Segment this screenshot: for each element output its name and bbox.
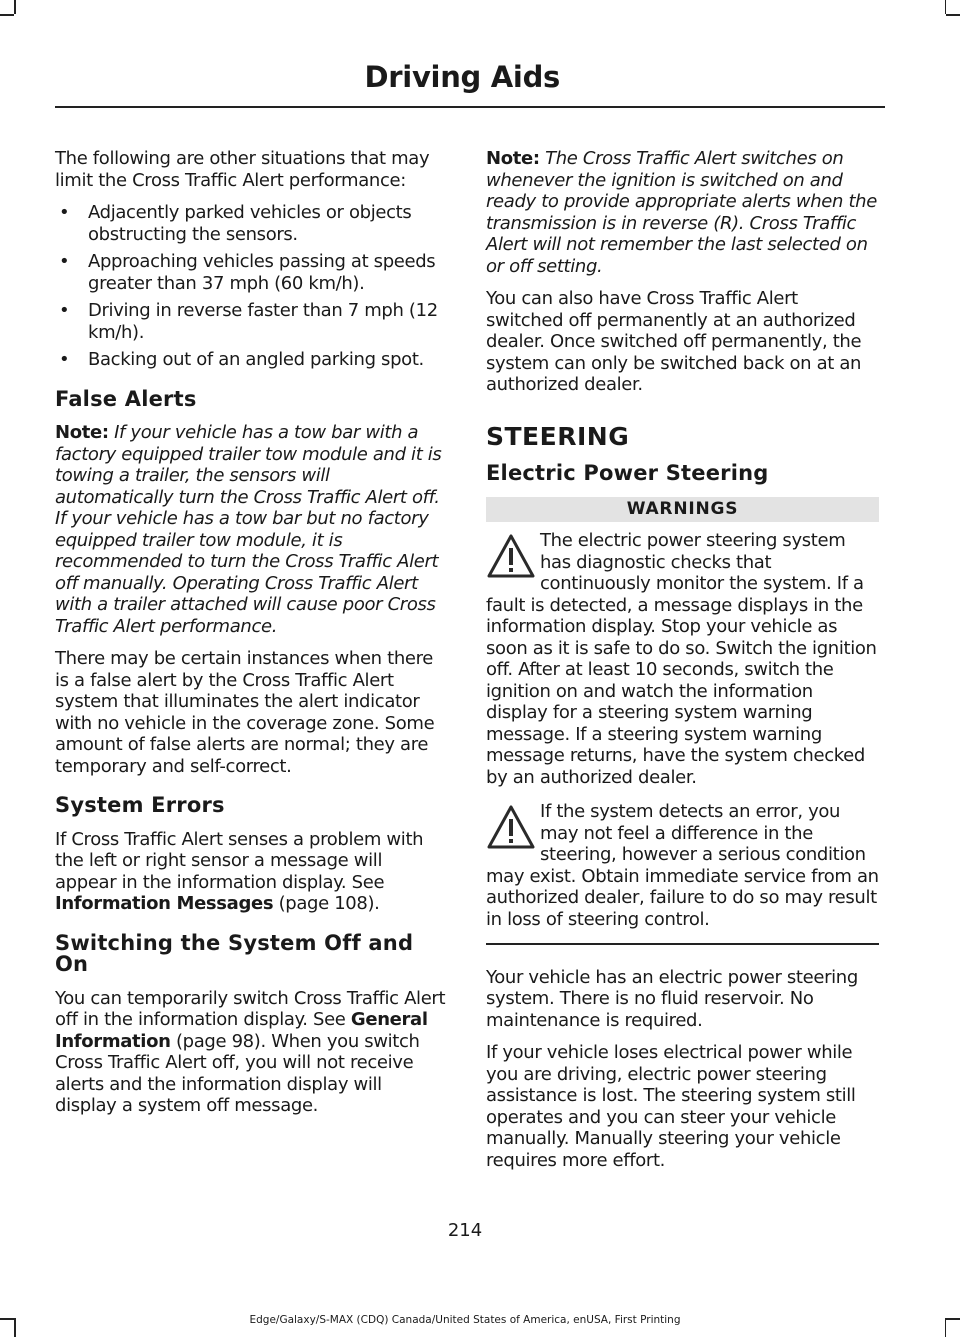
note-text: The Cross Traffic Alert switches on whenever the ignition is switched on and ready to provide appropriate alerts when the transmission is in reverse (R). Cross Traffic Alert will not remember the last selected on or off setting. <box>486 148 877 277</box>
switching-text-continued: When you switch Cross Traffic Alert off, you will not receive alerts and the information display will display a system off message. <box>55 1030 420 1116</box>
list-item <box>55 202 448 245</box>
list-item-text: Approaching vehicles passing at speeds greater than 37 mph (60 km/h). <box>88 251 436 294</box>
list-item <box>55 251 448 294</box>
right-column <box>486 148 879 1182</box>
header-rule <box>55 106 885 108</box>
warning-triangle-icon <box>486 532 536 582</box>
crop-mark <box>946 1318 960 1320</box>
false-alerts-note <box>55 422 448 637</box>
warning-text: If the system detects an error, you may not feel a difference in the steering, however a serious condition may exist. Obtain immediate service from an authorized dealer, failure to do so may result in loss of steering control. <box>486 801 879 930</box>
warning-text: The electric power steering system has diagnostic checks that continuously monitor the system. If a fault is detected, a message displays in the information display. Stop your vehicle as soon as it is safe to do so. Switch the ignition off. After at least 10 seconds, switch the ignition on and watch the information display for a steering system warning message. If a steering system warning message returns, have the system checked by an authorized dealer. <box>486 530 877 788</box>
crop-mark <box>14 0 16 14</box>
page-reference: (page 108). <box>273 893 380 914</box>
system-errors-heading: System Errors <box>55 793 225 817</box>
limitations-list <box>55 202 448 371</box>
list-item-text: Backing out of an angled parking spot. <box>88 349 424 370</box>
cross-traffic-note <box>486 148 879 277</box>
list-item <box>55 300 448 343</box>
crop-mark <box>945 0 947 14</box>
false-alerts-body: There may be certain instances when there is a false alert by the Cross Traffic Alert system that illuminates the alert indicator with no vehicle in the coverage zone. Some amount of false alerts are normal; they are temporary and self-correct. <box>55 648 435 777</box>
false-alerts-heading: False Alerts <box>55 386 197 411</box>
bullet-glyph: • <box>59 251 70 272</box>
system-errors-body <box>55 829 448 915</box>
section-title: STEERING <box>486 421 630 451</box>
intro-paragraph: The following are other situations that may limit the Cross Traffic Alert performance: <box>55 148 430 191</box>
steering-paragraph: Your vehicle has an electric power steering system. There is no fluid reservoir. No maintenance is required. <box>486 966 858 1031</box>
warnings-end-rule <box>486 943 879 945</box>
left-column <box>55 148 448 1128</box>
warnings-header: WARNINGS <box>486 497 879 523</box>
warning-block <box>486 530 879 788</box>
dealer-paragraph: You can also have Cross Traffic Alert switched off permanently at an authorized dealer. Once switched off permanently, the system can only be switched back on at an authorized dealer. <box>486 288 862 395</box>
information-messages-link[interactable]: Information Messages <box>55 893 274 914</box>
page-title: Driving Aids <box>364 60 560 94</box>
switching-heading: Switching the System Off and On <box>55 930 414 976</box>
bullet-glyph: • <box>59 202 70 223</box>
general-information-link[interactable]: General Information <box>55 1009 428 1052</box>
crop-mark <box>946 14 960 16</box>
electric-power-steering-heading: Electric Power Steering <box>486 461 769 485</box>
system-errors-text: If Cross Traffic Alert senses a problem with the left or right sensor a message will appear in the information display. See <box>55 828 424 893</box>
bullet-glyph: • <box>59 300 70 321</box>
switching-text: You can temporarily switch Cross Traffic Alert off in the information display. See <box>55 987 446 1030</box>
list-item-text: Driving in reverse faster than 7 mph (12 km/h). <box>88 300 438 343</box>
crop-mark <box>945 1318 947 1337</box>
bullet-glyph: • <box>59 349 70 370</box>
note-label: Note: <box>486 148 540 169</box>
footer-text: Edge/Galaxy/S-MAX (CDQ) Canada/United States of America, enUSA, First Printing <box>249 1314 681 1326</box>
note-text: If your vehicle has a tow bar with a factory equipped trailer tow module and it is towing a trailer, the sensors will automatically turn the Cross Traffic Alert off. If your vehicle has a tow bar but no factory equipped trailer tow module, it is recommended to turn the Cross Traffic Alert off manually. Operating Cross Traffic Alert with a trailer attached will cause poor Cross Traffic Alert performance. <box>55 422 442 637</box>
switching-body <box>55 988 448 1117</box>
page-reference: (page 98). <box>170 1030 266 1052</box>
power-loss-paragraph: If your vehicle loses electrical power while you are driving, electric power steering assistance is lost. The steering system still operates and you can steer your vehicle manually. Manually steering your vehicle requires more effort. <box>486 1042 856 1171</box>
crop-mark <box>0 14 14 16</box>
page-number: 214 <box>447 1220 483 1241</box>
list-item <box>55 349 448 371</box>
warning-triangle-icon <box>486 803 536 853</box>
note-label: Note: <box>55 422 109 443</box>
list-item-text: Adjacently parked vehicles or objects obstructing the sensors. <box>88 202 412 245</box>
warning-block <box>486 801 879 930</box>
